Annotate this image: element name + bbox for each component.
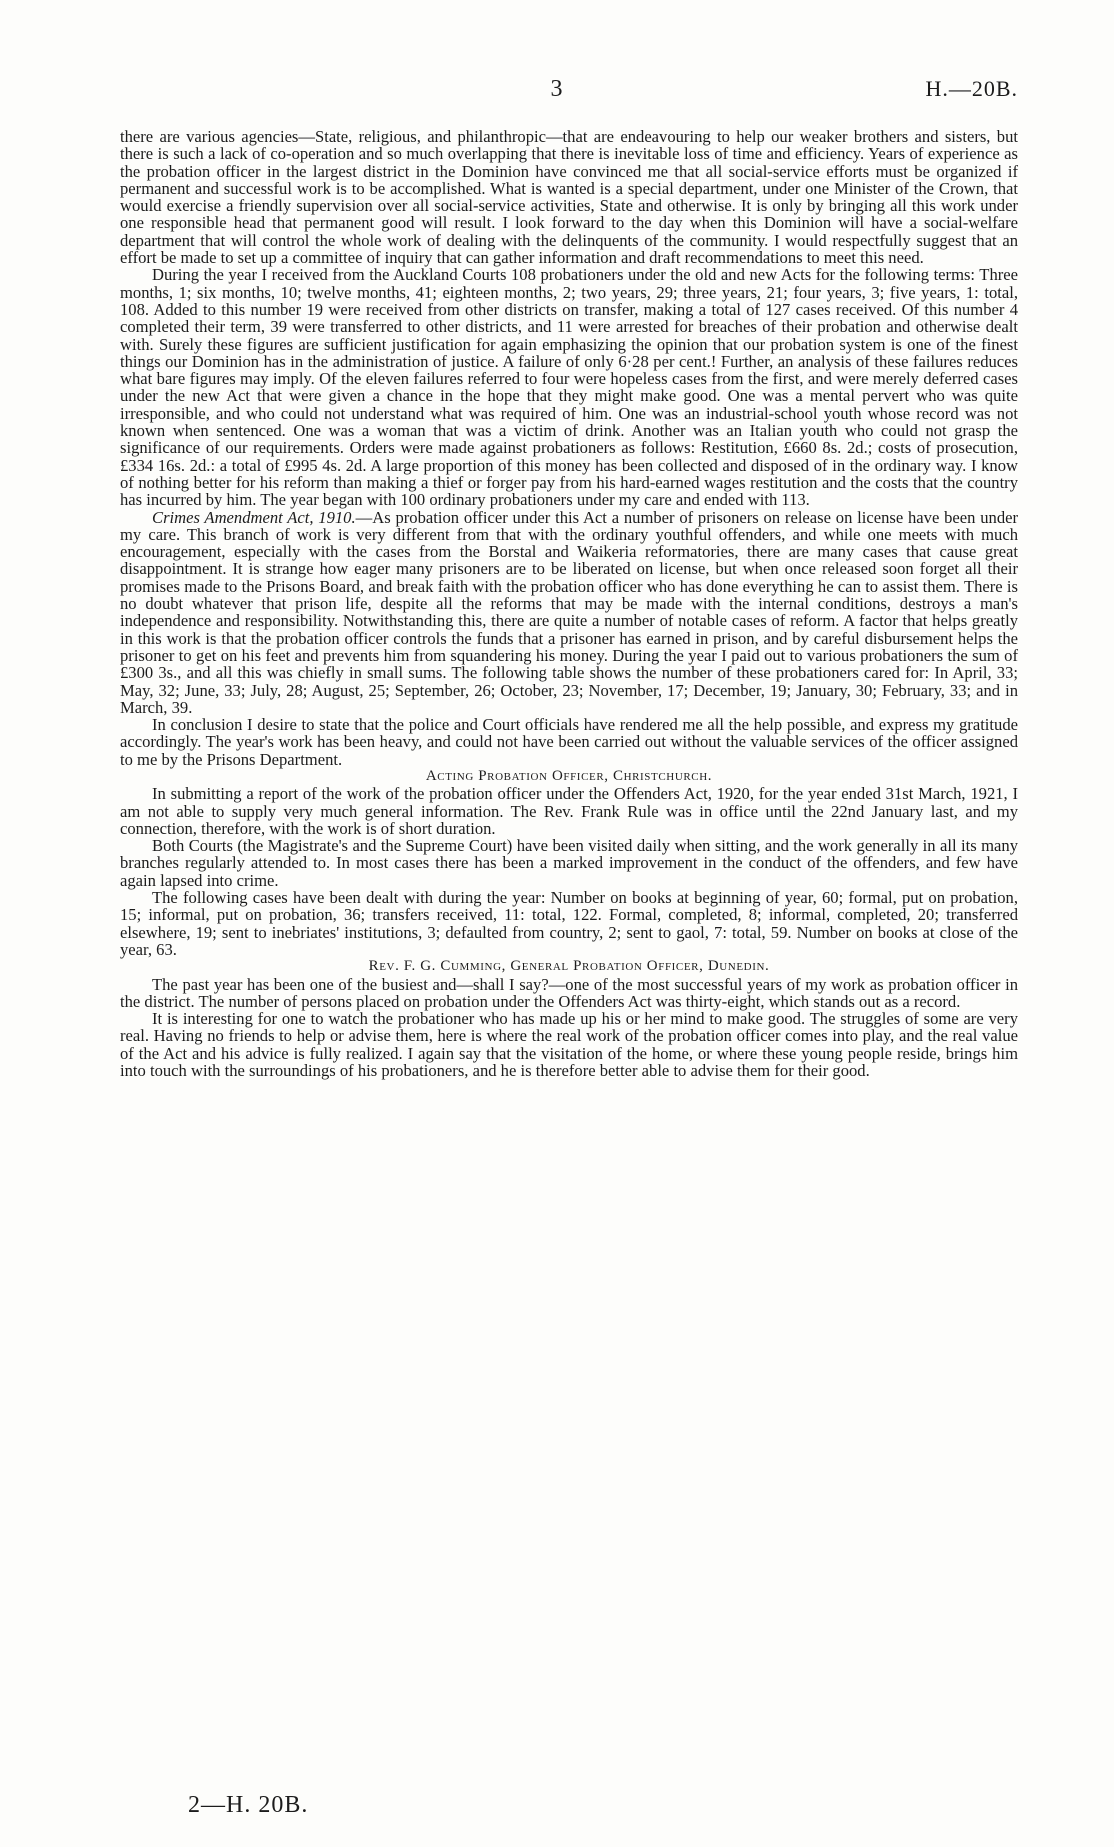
paragraph xyxy=(120,509,1018,717)
paragraph: In submitting a report of the work of the probation officer under the Offenders Act, 1920, for the year ended 31st March, 1921, I am not able to supply very much general information. The Rev. Frank Rule was in office until the 22nd January last, and my connection, therefore, with the work is of short duration. xyxy=(120,784,1018,838)
paragraph: In conclusion I desire to state that the police and Court officials have rendered me all the help possible, and express my gratitude accordingly. The year's work has been heavy, and could not have been carried out without the valuable services of the officer assigned to me by the Prisons Department. xyxy=(120,715,1018,769)
paragraph: Both Courts (the Magistrate's and the Supreme Court) have been visited daily when sitting, and the work generally in all its many branches regularly attended to. In most cases there has been a marked improvement in the conduct of the offenders, and few have again lapsed into crime. xyxy=(120,836,1018,890)
body-text xyxy=(120,128,1018,1079)
sheet-reference: 2—H. 20B. xyxy=(188,1792,309,1818)
section-heading-dunedin: Rev. F. G. Cumming, General Probation Officer, Dunedin. xyxy=(368,958,770,975)
paragraph-lead-title: Crimes Amendment Act, 1910. xyxy=(152,507,356,527)
section-heading-christchurch: Acting Probation Officer, Christchurch. xyxy=(425,767,713,784)
paragraph: The past year has been one of the busiest and—shall I say?—one of the most successful years of my work as probation officer in the district. The number of persons placed on probation under the Offenders Act was thirty-eight, which stands out as a record. xyxy=(120,974,1018,1011)
paragraph: there are various agencies—State, religious, and philanthropic—that are endeavouring to help our weaker brothers and sisters, but there is such a lack of co-operation and so much overlapping that there is inevitable loss of time and efficiency. Years of experience as the probation officer in the largest district in the Dominion have convinced me that all social-service efforts must be organized if permanent and successful work is to be accomplished. What is wanted is a special department, under one Minister of the Crown, that would exercise a friendly supervision over all social-service activities, State and otherwise. It is only by bringing all this work under one responsible head that permanent good will result. I look forward to the day when this Dominion will have a social-welfare department that will control the whole work of dealing with the delinquents of the community. I would respectfully suggest that an effort be made to set up a committee of inquiry that can gather information and draft recommendations to meet this need. xyxy=(120,127,1018,268)
paragraph: During the year I received from the Auckland Courts 108 probationers under the old and new Acts for the following terms: Three months, 1; six months, 10; twelve months, 41; eighteen months, 2; two years, 29; three years, 21; four years, 3; five years, 1: total, 108. Added to this number 19 were received from other districts on transfer, making a total of 127 cases received. Of this number 4 completed their term, 39 were transferred to other districts, and 11 were arrested for breaches of their probation and otherwise dealt with. Surely these figures are sufficient justification for again emphasizing the opinion that our probation system is one of the finest things our Dominion has in the administration of justice. A failure of only 6·28 per cent.! Further, an analysis of these failures reduces what bare figures may imply. Of the eleven failures referred to four were hopeless cases from the first, and were merely deferred cases under the new Act that were given a chance in the hope that they might make good. One was a mental pervert who was quite irresponsible, and who could not understand what was required of him. One was an industrial-school youth whose record was not known when sentenced. One was a woman that was a victim of drink. Another was an Italian youth who could not grasp the significance of our requirements. Orders were made against probationers as follows: Restitution, £660 8s. 2d.; costs of prosecution, £334 16s. 2d.: a total of £995 4s. 2d. A large proportion of this money has been collected and disposed of in the ordinary way. I know of nothing better for his reform than making a thief or forger pay from his hard-earned wages restitution and the costs that the country has incurred by him. The year began with 100 ordinary probationers under my care and ended with 113. xyxy=(120,265,1018,510)
paragraph-text: —As probation officer under this Act a number of prisoners on release on license have been under my care. This branch of work is very different from that with the ordinary youthful offenders, and while one meets with much encouragement, especially with the cases from the Borstal and Waikeria reformatories, there are many cases that cause great disappointment. It is strange how eager many prisoners are to be liberated on license, but when once released soon forget all their promises made to the Prisons Board, and break faith with the probation officer who has done everything he can to assist them. There is no doubt whatever that prison life, despite all the reforms that may be made with the internal conditions, destroys a man's independence and responsibility. Notwithstanding this, there are quite a number of notable cases of reform. A factor that helps greatly in this work is that the probation officer controls the funds that a prisoner has earned in prison, and by careful disbursement helps the prisoner to get on his feet and prevents him from squandering his money. During the year I paid out to various probationers the sum of £300 3s., and all this was chiefly in small sums. The following table shows the number of these probationers cared for: In April, 33; May, 32; June, 33; July, 28; August, 25; September, 26; October, 23; November, 17; December, 19; January, 30; February, 33; and in March, 39. xyxy=(120,507,1019,717)
document-reference: H.—20B. xyxy=(925,76,1018,101)
paragraph: It is interesting for one to watch the probationer who has made up his or her mind to make good. The struggles of some are very real. Having no friends to help or advise them, here is where the real work of the probation officer comes into play, and the real value of the Act and his advice is fully realized. I again say that the visitation of the home, or where these young people reside, brings him into touch with the surroundings of his probationers, and he is therefore better able to advise them for their good. xyxy=(120,1009,1018,1081)
paragraph: The following cases have been dealt with during the year: Number on books at beginning of year, 60; formal, put on probation, 15; informal, put on probation, 36; transfers received, 11: total, 122. Formal, completed, 8; informal, completed, 20; transferred elsewhere, 19; sent to inebriates' institutions, 3; defaulted from country, 2; sent to gaol, 7: total, 59. Number on books at close of the year, 63. xyxy=(120,888,1018,959)
page-number: 3 xyxy=(550,76,564,102)
